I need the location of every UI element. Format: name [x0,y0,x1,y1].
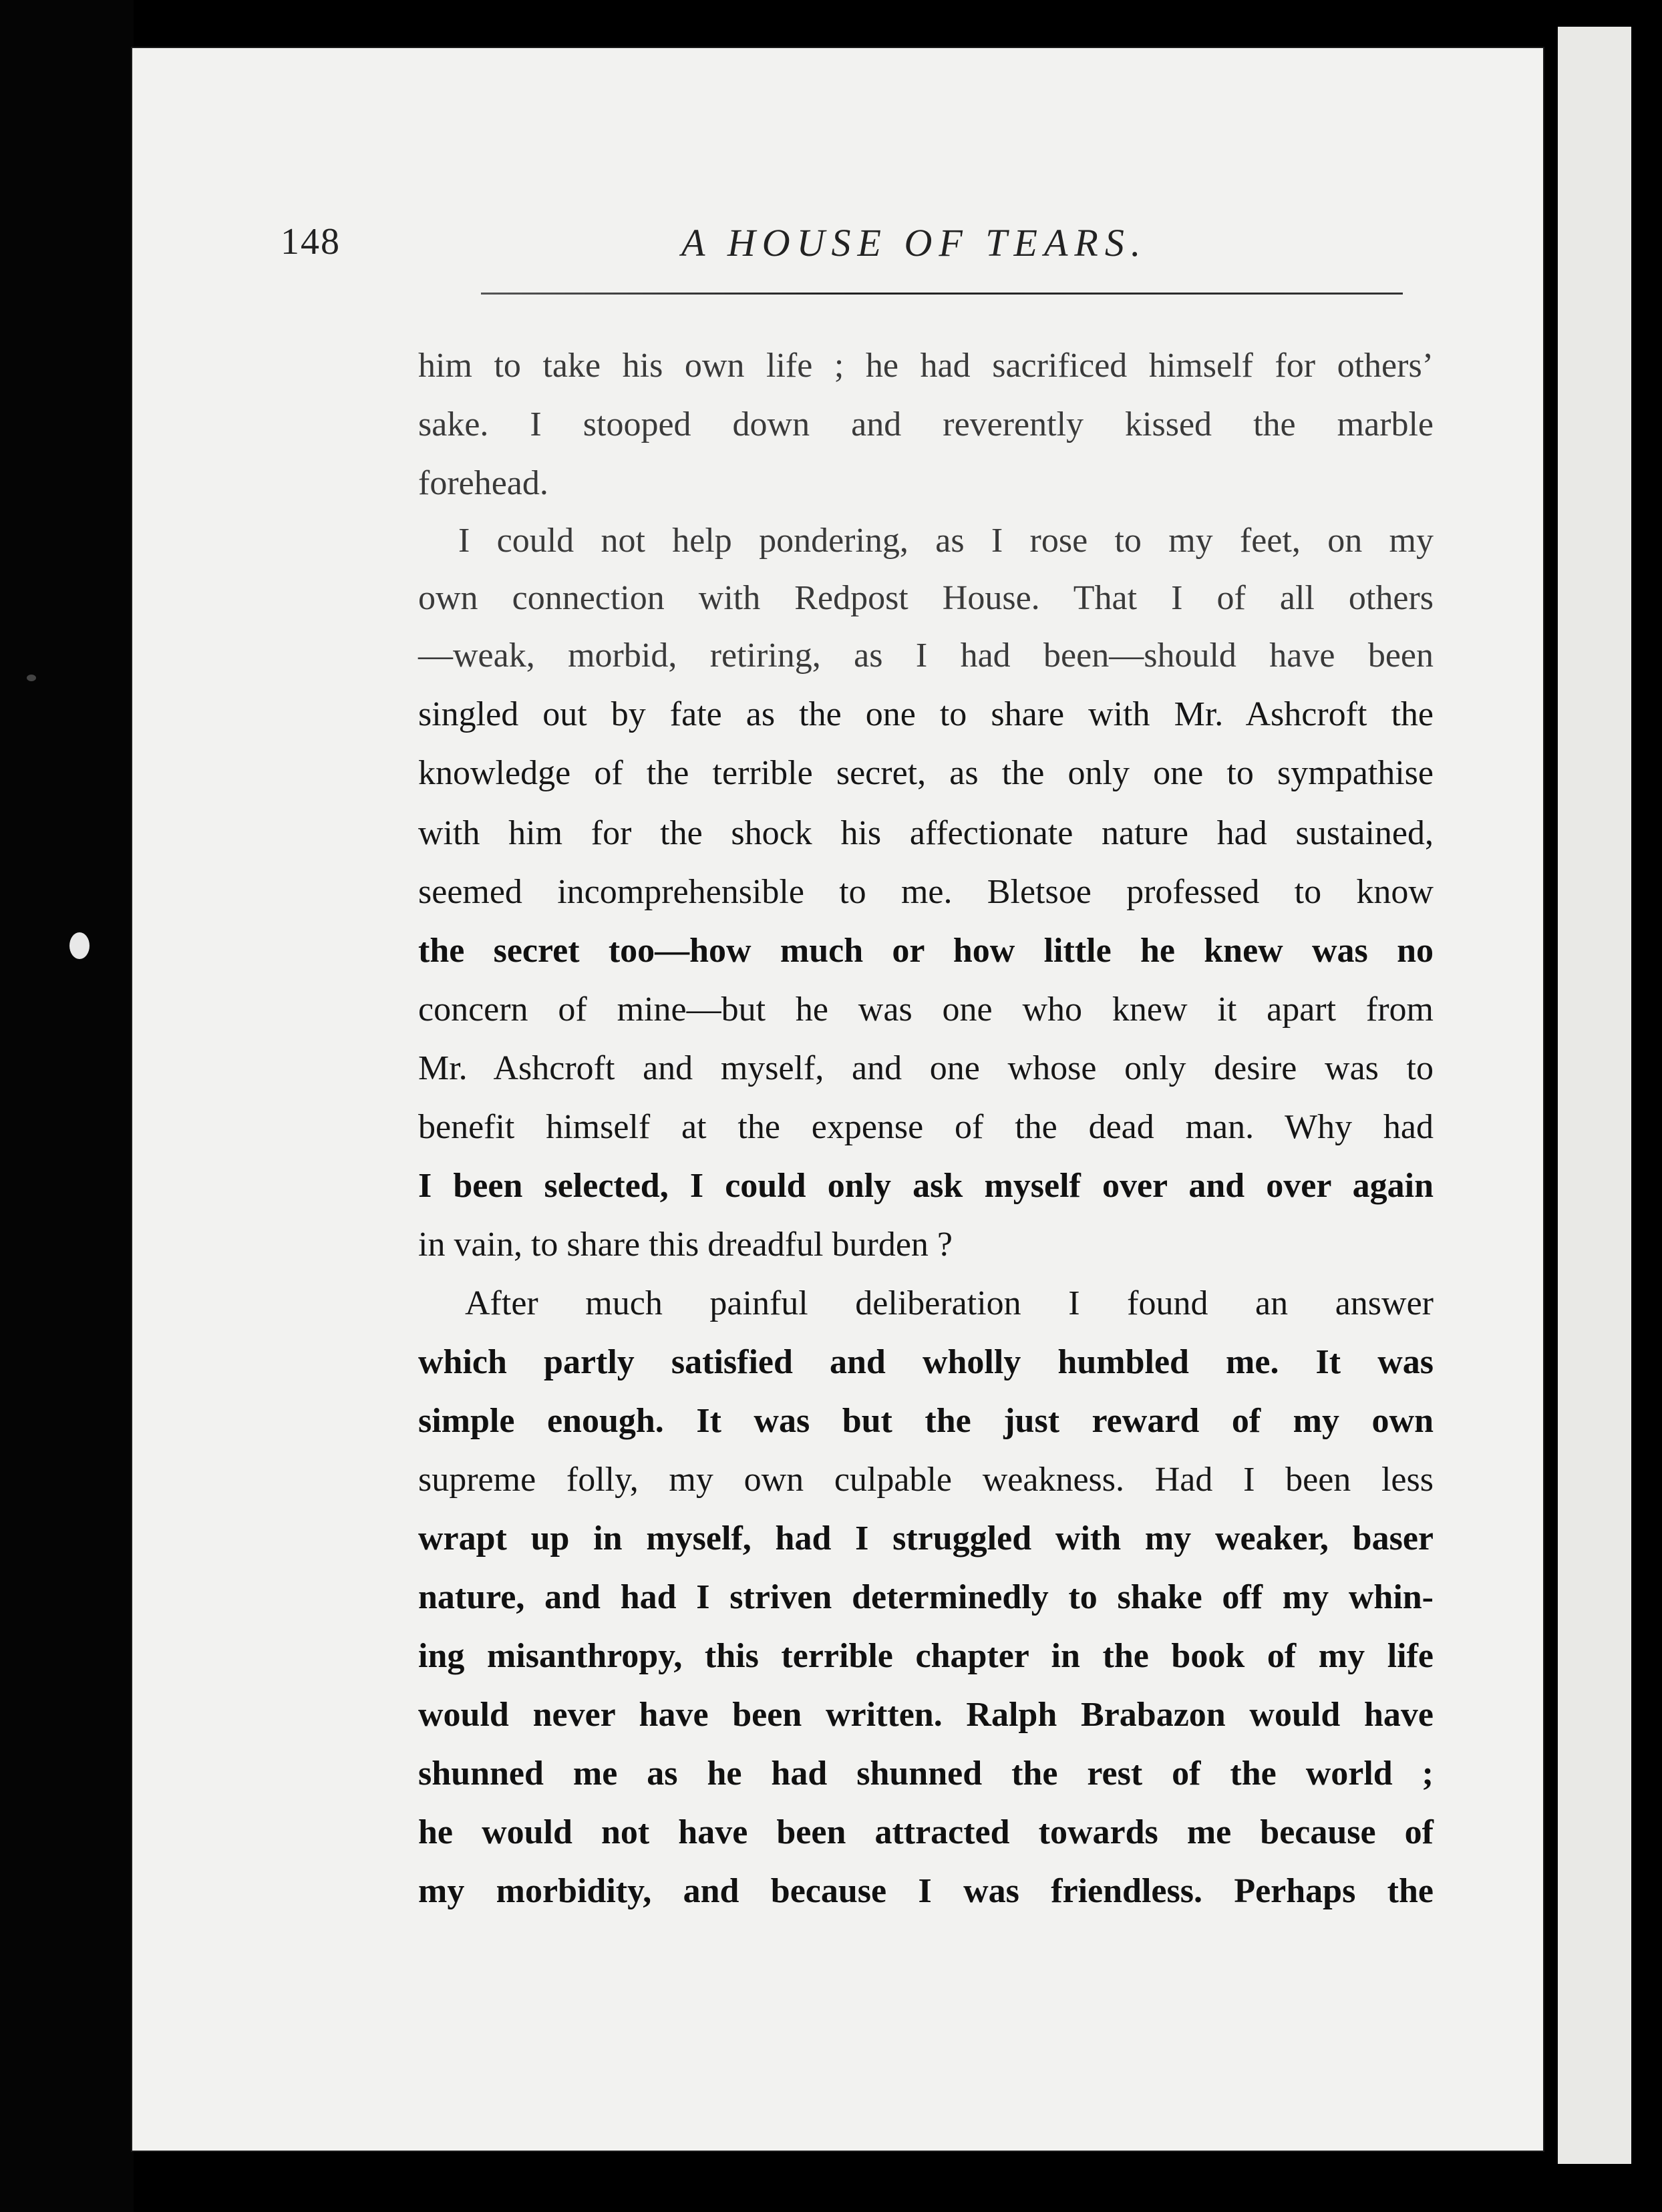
text-line: —weak, morbid, retiring, as I had been—should have been [418,636,1434,675]
scan-speck [27,675,36,681]
text-line: I been selected, I could only ask myself over and over again [418,1167,1434,1205]
page-header [281,220,1416,281]
text-line: seemed incomprehensible to me. Bletsoe professed to know [418,873,1434,911]
header-rule [481,293,1403,295]
running-head: A HOUSE OF TEARS. [681,221,1148,264]
text-line: shunned me as he had shunned the rest of the world ; [418,1755,1434,1793]
scan-speck [69,932,90,959]
page-number: 148 [281,221,341,262]
text-line: would never have been written. Ralph Brabazon would have [418,1696,1434,1734]
paragraph-start-line: I could not help pondering, as I rose to my feet, on my [458,522,1434,560]
text-line: ing misanthropy, this terrible chapter in the book of my life [418,1637,1434,1675]
text-line: he would not have been attracted towards me because of [418,1813,1434,1851]
text-line: in vain, to share this dreadful burden ? [418,1226,953,1264]
book-gutter [1543,0,1558,2212]
text-line: which partly satisfied and wholly humbled me. It was [418,1343,1434,1381]
text-line: nature, and had I striven determinedly to shake off my whin- [418,1578,1434,1616]
text-line: supreme folly, my own culpable weakness. Had I been less [418,1461,1434,1499]
text-line: Mr. Ashcroft and myself, and one whose only desire was to [418,1049,1434,1087]
text-line: singled out by fate as the one to share with Mr. Ashcroft the [418,695,1434,733]
text-line: concern of mine—but he was one who knew it apart from [418,990,1434,1029]
text-line: simple enough. It was but the just reward of my own [418,1402,1434,1440]
adjacent-page-edge [1558,27,1631,2164]
scan-left-border [0,0,134,2212]
text-line: benefit himself at the expense of the dead man. Why had [418,1108,1434,1146]
text-line: him to take his own life ; he had sacrificed himself for others’ [418,347,1434,385]
text-line: forehead. [418,464,548,502]
paragraph-start-line: After much painful deliberation I found an answer [465,1284,1434,1322]
text-line: own connection with Redpost House. That I of all others [418,579,1434,617]
text-line: knowledge of the terrible secret, as the only one to sympathise [418,754,1434,792]
text-line: the secret too—how much or how little he knew was no [418,932,1434,970]
text-line: with him for the shock his affectionate nature had sustained, [418,814,1434,852]
text-line: sake. I stooped down and reverently kissed the marble [418,405,1434,443]
text-line: my morbidity, and because I was friendless. Perhaps the [418,1872,1434,1910]
text-line: wrapt up in myself, had I struggled with my weaker, baser [418,1519,1434,1557]
